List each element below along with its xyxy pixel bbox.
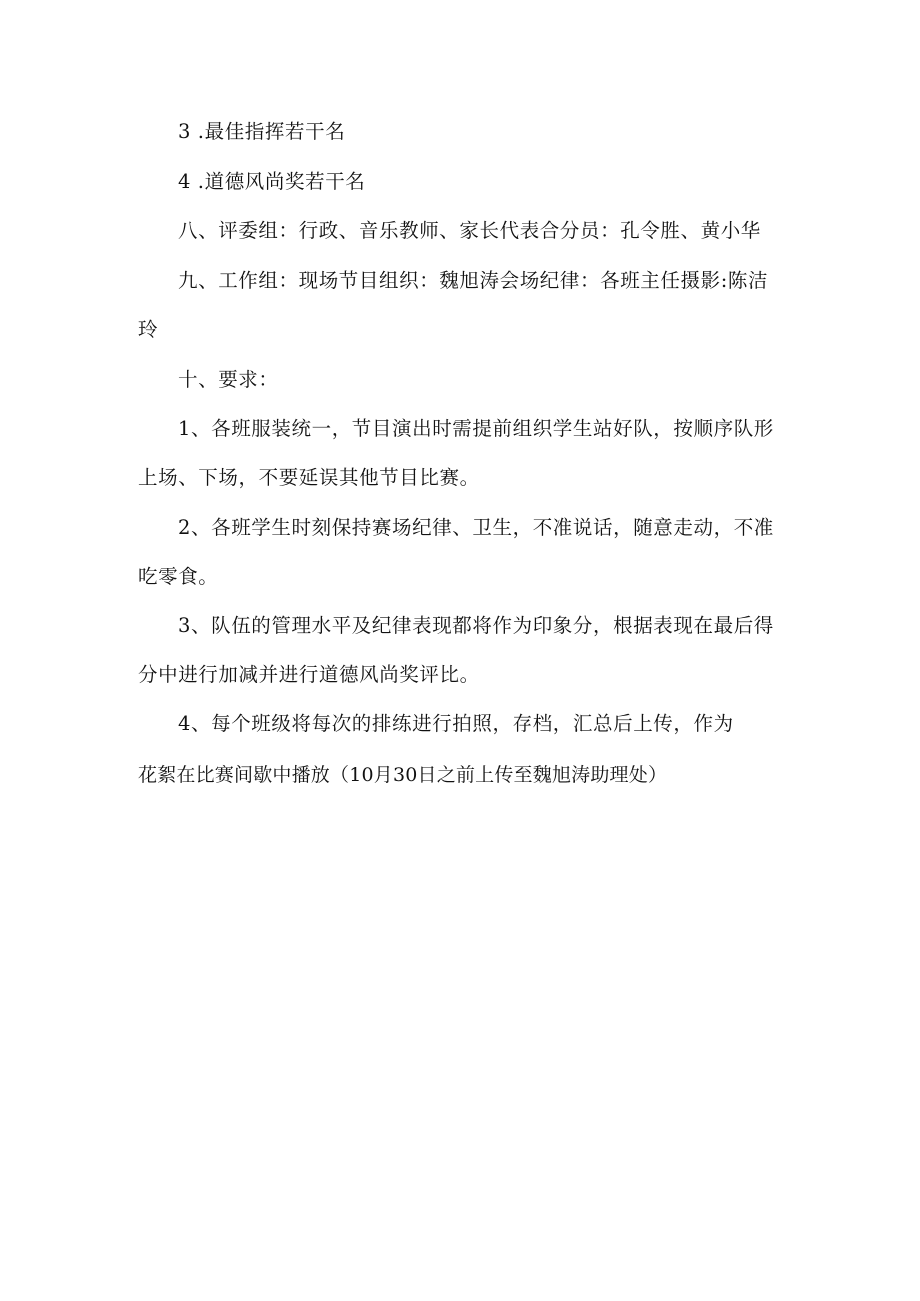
requirement-1: 1、各班服装统一，节目演出时需提前组织学生站好队，按顺序队形 [178, 417, 774, 440]
section-judges: 八、评委组：行政、音乐教师、家长代表合分员：孔令胜、黄小华 [178, 219, 761, 242]
award-item-3: 3 .最佳指挥若干名 [178, 120, 346, 143]
requirement-1-continued: 上场、下场，不要延误其他节目比赛。 [138, 466, 480, 489]
requirement-2-continued: 吃零食。 [138, 565, 219, 588]
requirement-2: 2、各班学生时刻保持赛场纪律、卫生，不准说话，随意走动，不准 [178, 516, 774, 539]
section-staff-continued: 玲 [138, 318, 159, 341]
section-staff: 九、工作组：现场节目组织：魏旭涛会场纪律：各班主任摄影:陈洁 [178, 269, 769, 292]
requirement-4-continued: 花絮在比赛间歇中播放（10月30日之前上传至魏旭涛助理处） [138, 764, 668, 786]
award-item-4: 4 .道德风尚奖若干名 [178, 170, 366, 193]
requirement-3-continued: 分中进行加减并进行道德风尚奖评比。 [138, 663, 480, 686]
requirement-3: 3、队伍的管理水平及纪律表现都将作为印象分，根据表现在最后得 [178, 614, 774, 637]
requirement-4: 4、每个班级将每次的排练进行拍照，存档，汇总后上传，作为 [178, 712, 734, 735]
section-requirements-heading: 十、要求： [178, 368, 279, 391]
